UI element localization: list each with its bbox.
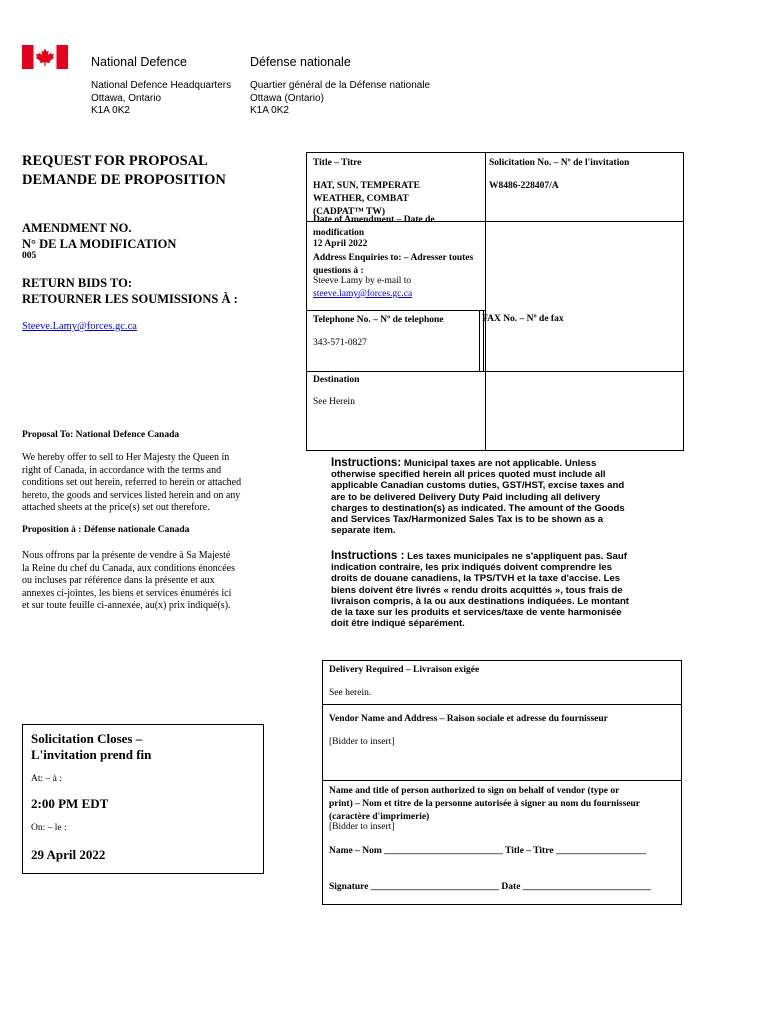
- instructions-line: livraison compris, à la ou aux destinations indiquées. Le montant: [331, 595, 630, 607]
- solicitation-number: W8486-228407/A: [489, 181, 559, 191]
- proposal-body-en: [22, 452, 272, 515]
- destination-right-frame: [485, 371, 684, 451]
- amendment-label-en: AMENDMENT NO.: [22, 221, 132, 235]
- return-bids-label-fr: RETOURNER LES SOUMISSIONS À :: [22, 292, 238, 306]
- delivery-value: See herein.: [329, 688, 372, 698]
- telephone-label: Telephone No. – Nº de telephone: [313, 315, 444, 325]
- hq-address-line: K1A 0K2: [250, 105, 289, 116]
- closing-date: 29 April 2022: [31, 847, 106, 862]
- proposal-body-fr: [22, 550, 272, 613]
- instructions-line: are to be delivered Delivery Duty Paid including all delivery: [331, 491, 601, 503]
- title-value-line: HAT, SUN, TEMPERATE: [313, 181, 420, 191]
- return-bids-block: [22, 275, 238, 307]
- hq-address-en: [91, 80, 231, 118]
- proposal-line: Nous offrons par la présente de vendre à Sa Majesté: [22, 550, 231, 561]
- telephone-cell: [306, 310, 480, 372]
- amendment-label-fr: N° DE LA MODIFICATION: [22, 237, 177, 251]
- authorized-signer-value: [Bidder to insert]: [329, 822, 395, 832]
- hq-address-line: Quartier général de la Défense nationale: [250, 80, 431, 91]
- closing-at-label: At: – à :: [31, 774, 62, 784]
- dept-name-en: National Defence: [91, 55, 187, 69]
- instructions-lead-fr: Instructions :: [331, 549, 405, 562]
- instructions-line: otherwise specified herein all prices quoted must include all: [331, 469, 606, 481]
- hq-address-line: Ottawa (Ontario): [250, 92, 324, 104]
- canada-flag-icon: [22, 45, 68, 69]
- hq-address-line: Ottawa, Ontario: [91, 92, 162, 104]
- instructions-line: indication contraire, les prix indiqués doivent comprendre les: [331, 562, 612, 574]
- title-en: REQUEST FOR PROPOSAL: [22, 153, 208, 169]
- proposal-line: attached sheets at the price(s) set out therefore.: [22, 502, 210, 514]
- instructions-text: Municipal taxes are not applicable. Unless: [401, 458, 597, 469]
- instructions-line: applicable Canadian customs duties, GST/HST, excise taxes and: [331, 480, 625, 492]
- authorized-signer-label: [329, 785, 640, 824]
- title-value-line: WEATHER, COMBAT: [313, 194, 409, 204]
- signature-date-line[interactable]: Signature ___________________________ Date ___________________________: [329, 882, 652, 892]
- proposal-line: annexes ci-jointes, les biens et services énumérés ici: [22, 587, 232, 599]
- instructions-line: [331, 457, 676, 469]
- amendment-number: 005: [22, 251, 37, 261]
- closing-on-label: On: – le :: [31, 823, 67, 833]
- document-title: [22, 152, 226, 190]
- closing-title-fr: L'invitation prend fin: [31, 747, 152, 762]
- enquiries-cell: [306, 250, 486, 311]
- title-fr: DEMANDE DE PROPOSITION: [22, 172, 226, 188]
- solicitation-closes-box: [22, 724, 264, 874]
- instructions-lead-en: Instructions:: [331, 456, 402, 469]
- authorized-label-line: Name and title of person authorized to sign on behalf of vendor (type or: [329, 786, 620, 796]
- proposal-line: conditions set out herein, referred to herein or attached: [22, 477, 242, 489]
- enquiries-email-link[interactable]: steeve.lamy@forces.gc.ca: [313, 289, 413, 299]
- amendment-date-value: 12 April 2022: [313, 239, 368, 249]
- solicitation-label: Solicitation No. – Nº de l'invitation: [489, 158, 630, 168]
- enquiries-text: [313, 275, 485, 301]
- vendor-value: [Bidder to insert]: [329, 737, 395, 747]
- closing-title-en: Solicitation Closes –: [31, 731, 143, 746]
- destination-value: See Herein: [313, 397, 355, 407]
- closing-time: 2:00 PM EDT: [31, 796, 109, 811]
- amendment-block: [22, 220, 176, 252]
- instructions-line: biens doivent être livrés « rendu droits acquittés », tous frais de: [331, 584, 623, 596]
- instructions-line: doit être indiqué séparément.: [331, 618, 465, 630]
- proposal-line: ou incluses par référence dans la présente et aux: [22, 575, 215, 587]
- authorized-signer-cell: [322, 780, 682, 905]
- amendment-date-cell: [306, 215, 486, 251]
- instructions-line: charges to destination(s) as indicated. The amount of the Goods: [331, 502, 625, 514]
- proposal-heading-fr: Proposition à : Défense nationale Canada: [22, 525, 190, 535]
- hq-address-line: K1A 0K2: [91, 105, 130, 116]
- enquiries-prefix: Steeve Lamy by e-mail to: [313, 276, 412, 286]
- solicitation-cell: [485, 152, 684, 222]
- delivery-cell: [322, 660, 682, 705]
- proposal-line: et sur toute feuille ci-annexée, au(x) prix indiqué(s).: [22, 600, 231, 612]
- closing-title: [31, 731, 151, 763]
- proposal-heading-en: Proposal To: National Defence Canada: [22, 430, 180, 440]
- enquiries-label: Address Enquiries to: – Adresser toutes questions à :: [313, 253, 474, 276]
- proposal-line: hereto, the goods and services listed herein and on any: [22, 489, 241, 501]
- destination-cell: [306, 371, 486, 451]
- return-bids-email-link[interactable]: Steeve.Lamy@forces.gc.ca: [22, 321, 137, 332]
- instructions-line: separate item.: [331, 525, 396, 537]
- hq-address-line: National Defence Headquarters: [91, 80, 232, 91]
- proposal-line: right of Canada, in accordance with the terms and: [22, 464, 222, 476]
- dept-name-fr: Défense nationale: [250, 55, 351, 69]
- instructions-en: [331, 457, 676, 536]
- info-box-right-frame: [485, 221, 684, 372]
- destination-label: Destination: [313, 375, 360, 385]
- instructions-line: droits de douane canadiens, la TPS/TVH et la taxe d'accise. Les: [331, 573, 621, 585]
- name-title-line[interactable]: Name – Nom _________________________ Title – Titre ___________________: [329, 846, 647, 856]
- instructions-fr: [331, 550, 676, 629]
- title-cell: [306, 152, 486, 222]
- authorized-label-line: (caractère d'imprimerie): [329, 812, 430, 822]
- hq-address-fr: [250, 80, 430, 118]
- telephone-value: 343-571-0827: [313, 338, 367, 348]
- proposal-line: la Reine du chef du Canada, aux conditions énoncées: [22, 562, 235, 574]
- fax-label: FAX No. – Nº de fax: [482, 314, 564, 324]
- vendor-cell: [322, 704, 682, 781]
- vendor-label: Vendor Name and Address – Raison sociale et adresse du fournisseur: [329, 714, 608, 724]
- delivery-label: Delivery Required – Livraison exigée: [329, 665, 480, 675]
- title-label: Title – Titre: [313, 158, 362, 168]
- instructions-line: de la taxe sur les produits et services/taxe de vente harmonisée: [331, 607, 622, 619]
- return-bids-label-en: RETURN BIDS TO:: [22, 276, 132, 290]
- title-value-line: (CADPAT™ TW): [313, 207, 386, 217]
- amendment-date-label: Date of Amendment – Date de modification: [313, 215, 435, 238]
- authorized-label-line: print) – Nom et titre de la personne autorisée à signer au nom du fournisseur: [329, 799, 641, 809]
- proposal-line: We hereby offer to sell to Her Majesty the Queen in: [22, 452, 230, 463]
- instructions-line: and Services Tax/Harmonized Sales Tax is to be shown as a: [331, 514, 604, 526]
- instructions-line: [331, 550, 676, 562]
- instructions-text: Les taxes municipales ne s'appliquent pas. Sauf: [404, 551, 627, 562]
